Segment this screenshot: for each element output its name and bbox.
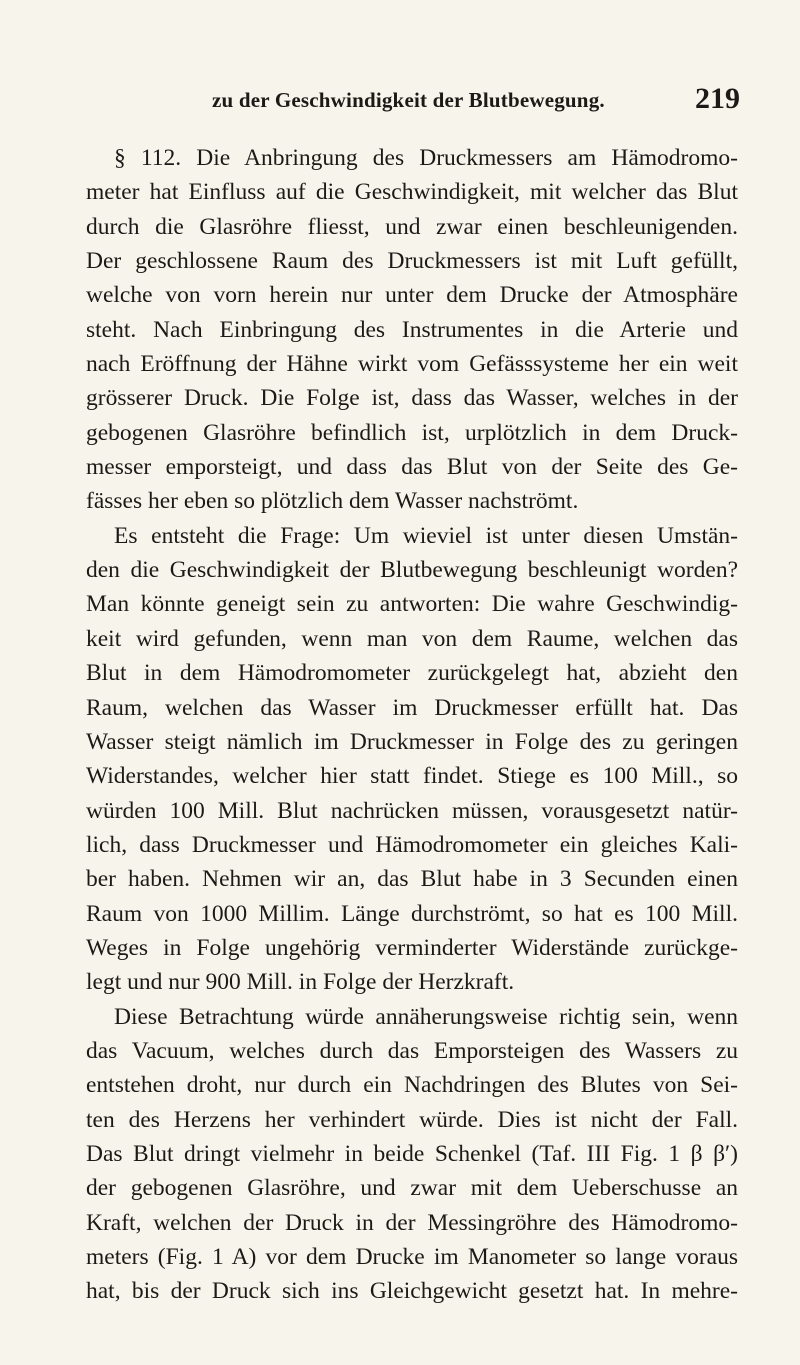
text-line: Man könnte geneigt sein zu antworten: Die wahre Geschwindig-	[86, 591, 738, 618]
text-line: den die Geschwindigkeit der Blutbewegung beschleunigt worden?	[86, 557, 738, 584]
text-line: Das Blut dringt vielmehr in beide Schenkel (Taf. III Fig. 1 β β′)	[86, 1140, 738, 1167]
text-line: steht. Nach Einbringung des Instrumentes in die Arterie und	[86, 316, 738, 343]
text-line: der gebogenen Glasröhre, und zwar mit dem Ueberschusse an	[86, 1175, 738, 1202]
text-line: durch die Glasröhre fliesst, und zwar einen beschleunigenden.	[86, 213, 738, 240]
text-line: hat, bis der Druck sich ins Gleichgewicht gesetzt hat. In mehre-	[86, 1278, 738, 1305]
text-line: Es entsteht die Frage: Um wieviel ist unter diesen Umstän-	[114, 522, 738, 549]
text-line: Kraft, welchen der Druck in der Messingröhre des Hämodromo-	[86, 1209, 738, 1236]
text-line: Raum von 1000 Millim. Länge durchströmt, so hat es 100 Mill.	[86, 900, 738, 927]
text-line: Widerstandes, welcher hier statt findet. Stiege es 100 Mill., so	[86, 763, 738, 790]
text-line: Weges in Folge ungehörig verminderter Widerstände zurückge-	[86, 934, 738, 961]
text-line: ten des Herzens her verhindert würde. Dies ist nicht der Fall.	[86, 1106, 738, 1133]
text-line: Der geschlossene Raum des Druckmessers ist mit Luft gefüllt,	[86, 248, 738, 275]
text-line: gebogenen Glasröhre befindlich ist, urplötzlich in dem Druck-	[86, 419, 738, 446]
text-line: Diese Betrachtung würde annäherungsweise richtig sein, wenn	[114, 1003, 738, 1030]
page-number: 219	[695, 82, 740, 115]
text-line: Raum, welchen das Wasser im Druckmesser erfüllt hat. Das	[86, 694, 738, 721]
text-line: meter hat Einfluss auf die Geschwindigkeit, mit welcher das Blut	[86, 179, 738, 206]
text-line: ber haben. Nehmen wir an, das Blut habe in 3 Secunden einen	[86, 866, 738, 893]
text-line: lich, dass Druckmesser und Hämodromometer ein gleiches Kali-	[86, 831, 738, 858]
text-line: welche von vorn herein nur unter dem Drucke der Atmosphäre	[86, 282, 738, 309]
text-line: Wasser steigt nämlich im Druckmesser in Folge des zu geringen	[86, 728, 738, 755]
text-line: das Vacuum, welches durch das Emporsteigen des Wassers zu	[86, 1037, 738, 1064]
text-line: grösserer Druck. Die Folge ist, dass das Wasser, welches in der	[86, 385, 738, 412]
text-line: fässes her eben so plötzlich dem Wasser nachströmt.	[86, 488, 579, 515]
text-line: meters (Fig. 1 A) vor dem Drucke im Manometer so lange voraus	[86, 1244, 738, 1270]
text-line: nach Eröffnung der Hähne wirkt vom Gefässsysteme her ein weit	[86, 351, 738, 378]
page-header	[0, 82, 800, 122]
text-line: § 112. Die Anbringung des Druckmessers am Hämodromo-	[114, 145, 738, 171]
text-line: messer emporsteigt, und dass das Blut von der Seite des Ge-	[86, 454, 738, 481]
text-line: keit wird gefunden, wenn man von dem Raume, welchen das	[86, 625, 738, 652]
text-line: Blut in dem Hämodromometer zurückgelegt hat, abzieht den	[86, 660, 738, 687]
body-text	[86, 141, 738, 1309]
text-line: entstehen droht, nur durch ein Nachdringen des Blutes von Sei-	[86, 1072, 738, 1099]
text-line: legt und nur 900 Mill. in Folge der Herzkraft.	[86, 969, 515, 996]
running-head: zu der Geschwindigkeit der Blutbewegung.	[212, 88, 605, 112]
text-line: würden 100 Mill. Blut nachrücken müssen, vorausgesetzt natür-	[86, 797, 738, 824]
